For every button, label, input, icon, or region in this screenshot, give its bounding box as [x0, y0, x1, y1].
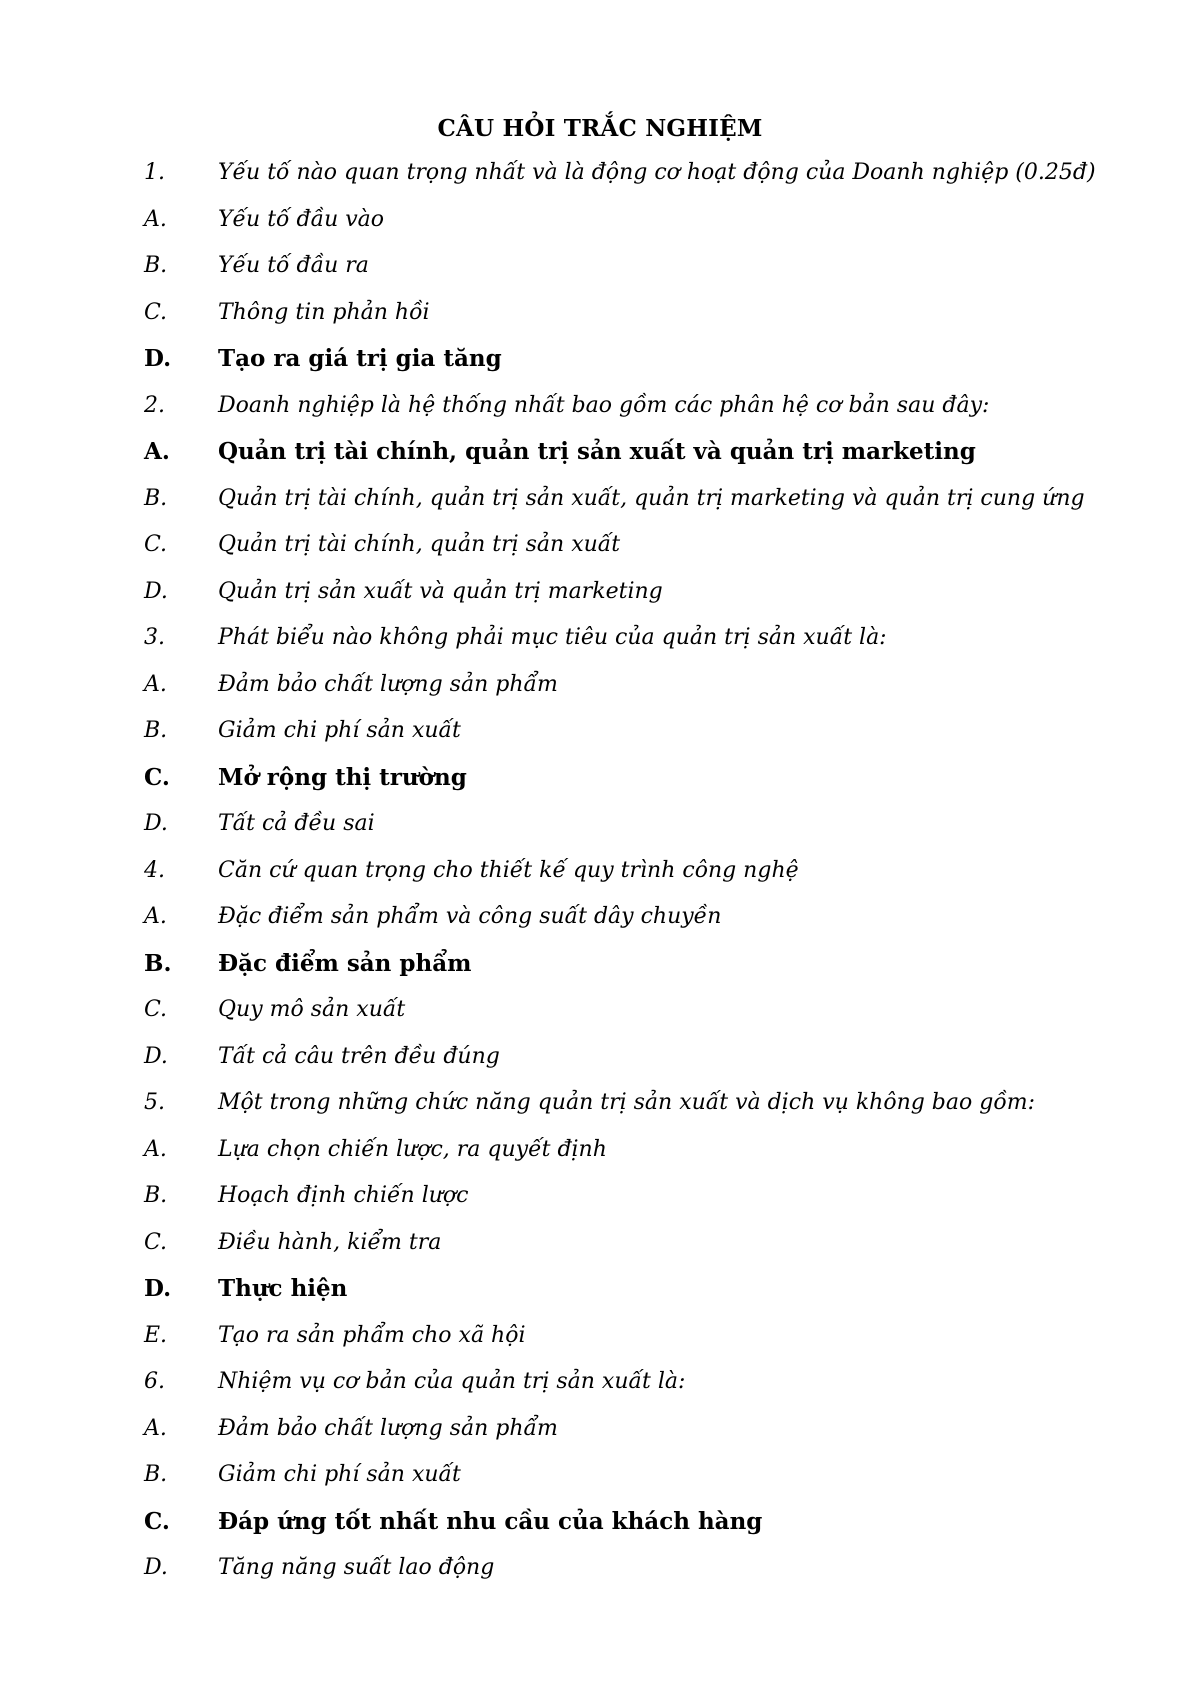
option-letter: A.	[144, 671, 167, 697]
answer-option	[0, 1135, 1200, 1182]
answer-option	[0, 530, 1200, 577]
option-text: Thực hiện	[218, 1275, 348, 1302]
option-text: Tất cả câu trên đều đúng	[218, 1043, 500, 1069]
answer-option	[0, 484, 1200, 531]
question-list	[0, 158, 1200, 1600]
option-text: Đặc điểm sản phẩm	[218, 949, 472, 977]
answer-option	[0, 205, 1200, 252]
option-letter: A.	[144, 438, 170, 465]
answer-option	[0, 716, 1200, 763]
answer-option	[0, 1321, 1200, 1368]
question-item	[0, 856, 1200, 903]
page-title: CÂU HỎI TRẮC NGHIỆM	[437, 115, 763, 142]
answer-option	[0, 298, 1200, 345]
answer-option-correct	[0, 949, 1200, 996]
answer-option	[0, 1042, 1200, 1089]
option-text: Quản trị sản xuất và quản trị marketing	[218, 578, 663, 604]
option-text: Đặc điểm sản phẩm và công suất dây chuyền	[218, 904, 722, 929]
option-letter: C.	[144, 997, 168, 1022]
option-letter: B.	[144, 485, 168, 511]
question-number: 3.	[144, 625, 165, 650]
option-text: Quản trị tài chính, quản trị sản xuất, quản trị marketing và quản trị cung ứng	[218, 485, 1085, 511]
option-text: Hoạch định chiến lược	[218, 1183, 469, 1208]
option-letter: B.	[144, 1462, 168, 1487]
option-letter: B.	[144, 1183, 168, 1208]
option-letter: A.	[144, 904, 167, 929]
option-text: Yếu tố đầu ra	[218, 253, 369, 278]
question-text: Phát biểu nào không phải mục tiêu của quản trị sản xuất là:	[218, 625, 887, 650]
question-item	[0, 158, 1200, 205]
answer-option	[0, 577, 1200, 624]
option-letter: D.	[144, 345, 172, 372]
answer-option	[0, 1228, 1200, 1275]
option-letter: B.	[144, 253, 168, 278]
question-number: 4.	[144, 857, 165, 883]
option-text: Đảm bảo chất lượng sản phẩm	[218, 1415, 558, 1441]
option-text: Tăng năng suất lao động	[218, 1555, 495, 1580]
option-text: Giảm chi phí sản xuất	[218, 1462, 461, 1487]
option-letter: D.	[144, 1555, 168, 1580]
option-letter: B.	[144, 718, 168, 743]
option-letter: C.	[144, 532, 168, 557]
option-text: Yếu tố đầu vào	[218, 206, 385, 232]
option-letter: C.	[144, 299, 168, 325]
option-text: Quản trị tài chính, quản trị sản xuất và quản trị marketing	[218, 438, 976, 465]
question-text: Căn cứ quan trọng cho thiết kế quy trình công nghệ	[218, 857, 799, 883]
question-text: Nhiệm vụ cơ bản của quản trị sản xuất là:	[218, 1369, 686, 1394]
answer-option	[0, 809, 1200, 856]
option-letter: D.	[144, 1043, 168, 1069]
option-letter: E.	[144, 1322, 168, 1348]
option-text: Điều hành, kiểm tra	[218, 1229, 442, 1255]
answer-option-correct	[0, 1274, 1200, 1321]
option-text: Đảm bảo chất lượng sản phẩm	[218, 671, 558, 697]
question-number: 5.	[144, 1090, 165, 1115]
answer-option	[0, 902, 1200, 949]
option-letter: D.	[144, 1275, 172, 1302]
answer-option	[0, 1414, 1200, 1461]
question-item	[0, 1088, 1200, 1135]
option-letter: A.	[144, 1415, 167, 1441]
answer-option	[0, 1460, 1200, 1507]
question-item	[0, 1367, 1200, 1414]
question-item	[0, 391, 1200, 438]
option-letter: A.	[144, 1136, 167, 1162]
answer-option	[0, 670, 1200, 717]
option-letter: C.	[144, 1507, 170, 1535]
option-text: Thông tin phản hồi	[218, 299, 430, 325]
option-letter: D.	[144, 578, 168, 604]
option-text: Đáp ứng tốt nhất nhu cầu của khách hàng	[218, 1507, 763, 1535]
option-text: Mở rộng thị trường	[218, 763, 467, 791]
option-text: Tạo ra giá trị gia tăng	[218, 345, 502, 372]
question-text: Yếu tố nào quan trọng nhất và là động cơ hoạt động của Doanh nghiệp (0.25đ)	[218, 160, 1096, 185]
question-text: Doanh nghiệp là hệ thống nhất bao gồm các phân hệ cơ bản sau đây:	[218, 392, 990, 418]
answer-option	[0, 1181, 1200, 1228]
question-number: 6.	[144, 1369, 165, 1394]
answer-option	[0, 995, 1200, 1042]
answer-option-correct	[0, 763, 1200, 810]
option-text: Tạo ra sản phẩm cho xã hội	[218, 1322, 526, 1348]
option-text: Lựa chọn chiến lược, ra quyết định	[218, 1136, 607, 1162]
option-text: Quản trị tài chính, quản trị sản xuất	[218, 532, 621, 557]
option-letter: A.	[144, 206, 167, 232]
option-letter: C.	[144, 1229, 168, 1255]
option-text: Tất cả đều sai	[218, 811, 375, 836]
question-number: 2.	[144, 392, 165, 418]
option-text: Giảm chi phí sản xuất	[218, 718, 461, 743]
answer-option-correct	[0, 437, 1200, 484]
question-item	[0, 623, 1200, 670]
option-letter: B.	[144, 949, 172, 977]
option-letter: D.	[144, 811, 168, 836]
answer-option	[0, 1553, 1200, 1600]
answer-option-correct	[0, 344, 1200, 391]
question-number: 1.	[144, 160, 165, 185]
question-text: Một trong những chức năng quản trị sản xuất và dịch vụ không bao gồm:	[218, 1090, 1036, 1115]
answer-option	[0, 251, 1200, 298]
option-text: Quy mô sản xuất	[218, 997, 406, 1022]
answer-option-correct	[0, 1507, 1200, 1554]
option-letter: C.	[144, 763, 170, 791]
